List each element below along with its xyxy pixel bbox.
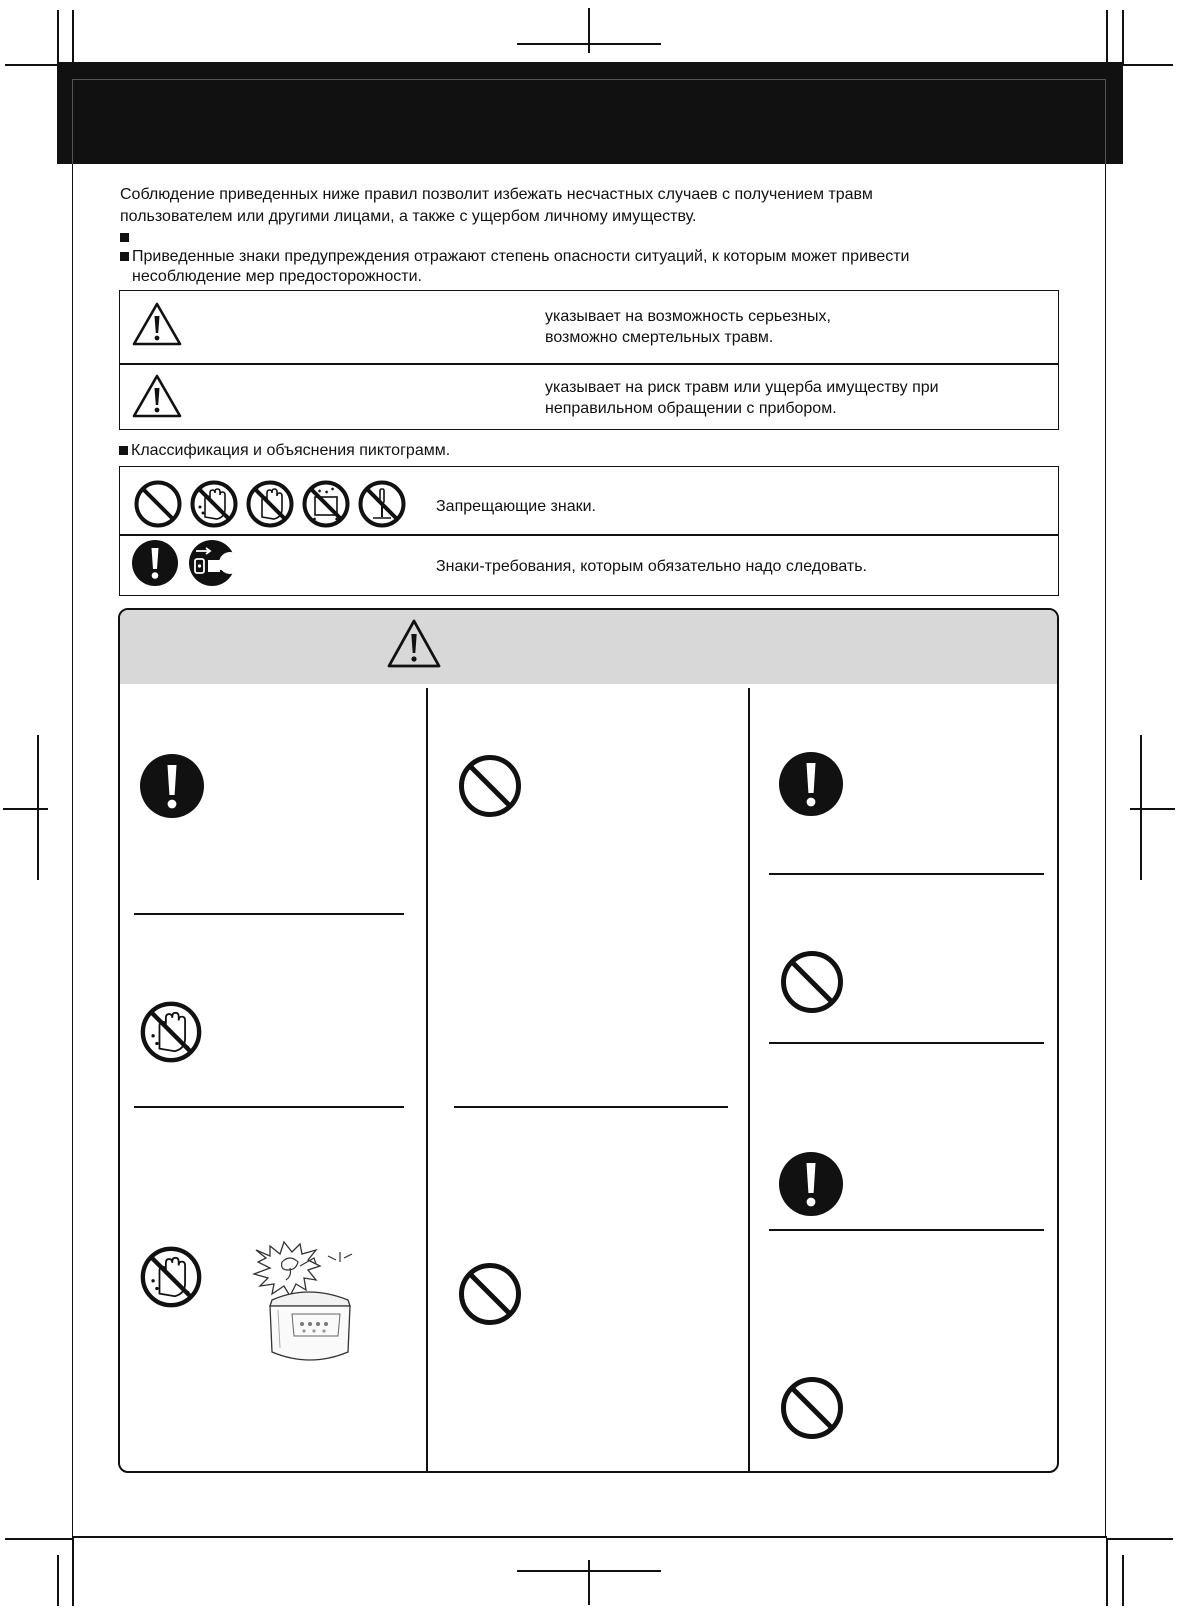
no-disassembly-icon — [357, 479, 407, 529]
unplug-icon — [188, 539, 236, 587]
prohibition-icon — [780, 1376, 844, 1440]
warning-triangle-icon — [131, 373, 183, 419]
prohibition-label: Запрещающие знаки. — [436, 498, 596, 515]
prohibition-icon — [458, 754, 522, 818]
column-3-divider-1 — [769, 873, 1044, 875]
page-bottom-rule — [72, 1536, 1107, 1538]
crop-mark — [517, 1570, 661, 1572]
column-3-divider-3 — [769, 1229, 1044, 1231]
mandatory-icon — [778, 1151, 844, 1217]
warning-level-1-text-2: возможно смертельных травм. — [545, 329, 774, 346]
crop-mark — [1122, 10, 1124, 65]
bullet-empty — [120, 227, 132, 248]
warning-triangle-icon — [131, 301, 183, 347]
crop-mark — [72, 1538, 74, 1606]
crop-mark — [5, 1538, 72, 1540]
no-wet-hands-icon — [139, 1000, 203, 1064]
bullet-2-line-1: Приведенные знаки предупреждения отражают степень опасности ситуаций, к которым может привести — [132, 248, 910, 265]
crop-mark — [588, 1560, 590, 1605]
prohibition-icon — [458, 1262, 522, 1326]
crop-mark — [1106, 1538, 1108, 1606]
mandatory-label: Знаки-требования, которым обязательно надо следовать. — [436, 558, 867, 575]
no-water-icon — [301, 479, 351, 529]
warning-panel-header — [120, 610, 1057, 684]
bullet-square — [120, 252, 129, 261]
prohibition-icon — [780, 950, 844, 1014]
column-2-divider-1 — [454, 1106, 728, 1108]
intro-line-1: Соблюдение приведенных ниже правил позволит избежать несчастных случаев с получением травм — [120, 186, 873, 203]
crop-mark — [57, 1555, 59, 1606]
pictogram-heading-text: Классификация и объяснения пиктограмм. — [131, 442, 451, 459]
crop-mark — [57, 10, 59, 65]
header-bar — [57, 62, 1123, 164]
intro-bullet-2 — [120, 246, 909, 267]
no-wet-hands-icon — [189, 479, 239, 529]
column-3-divider-2 — [769, 1042, 1044, 1044]
pictogram-heading — [119, 440, 450, 461]
prohibition-icon — [133, 479, 183, 529]
warning-level-1-text-1: указывает на возможность серьезных, — [545, 308, 831, 325]
bullet-square — [119, 446, 128, 455]
crop-mark — [588, 8, 590, 53]
mandatory-icon — [131, 539, 179, 587]
table-divider — [120, 363, 1058, 365]
column-divider — [748, 688, 750, 1473]
mandatory-icon — [778, 751, 844, 817]
cooker-steam-illustration — [244, 1240, 374, 1372]
do-not-touch-icon — [245, 479, 295, 529]
column-divider — [426, 688, 428, 1473]
crop-mark — [1122, 1555, 1124, 1606]
intro-line-2: пользователем или другими лицами, а также с ущербом личному имуществу. — [120, 208, 697, 225]
crop-mark — [517, 43, 661, 45]
crop-mark — [3, 808, 48, 810]
warning-triangle-icon — [386, 618, 442, 670]
intro-bullet-2-cont: несоблюдение мер предосторожности. — [132, 268, 422, 285]
header-inner-frame — [72, 79, 1106, 164]
column-1-divider-1 — [134, 913, 404, 915]
mandatory-icon — [139, 753, 205, 819]
table-divider — [120, 534, 1058, 536]
warning-level-2-text-2: неправильном обращении с прибором. — [545, 400, 837, 417]
warning-level-2-text-1: указывает на риск травм или ущерба имуществу при — [545, 379, 939, 396]
no-wet-hands-icon — [139, 1245, 203, 1309]
crop-mark — [1106, 1538, 1173, 1540]
column-1-divider-2 — [134, 1106, 404, 1108]
crop-mark — [1130, 808, 1175, 810]
bullet-square — [120, 233, 129, 242]
